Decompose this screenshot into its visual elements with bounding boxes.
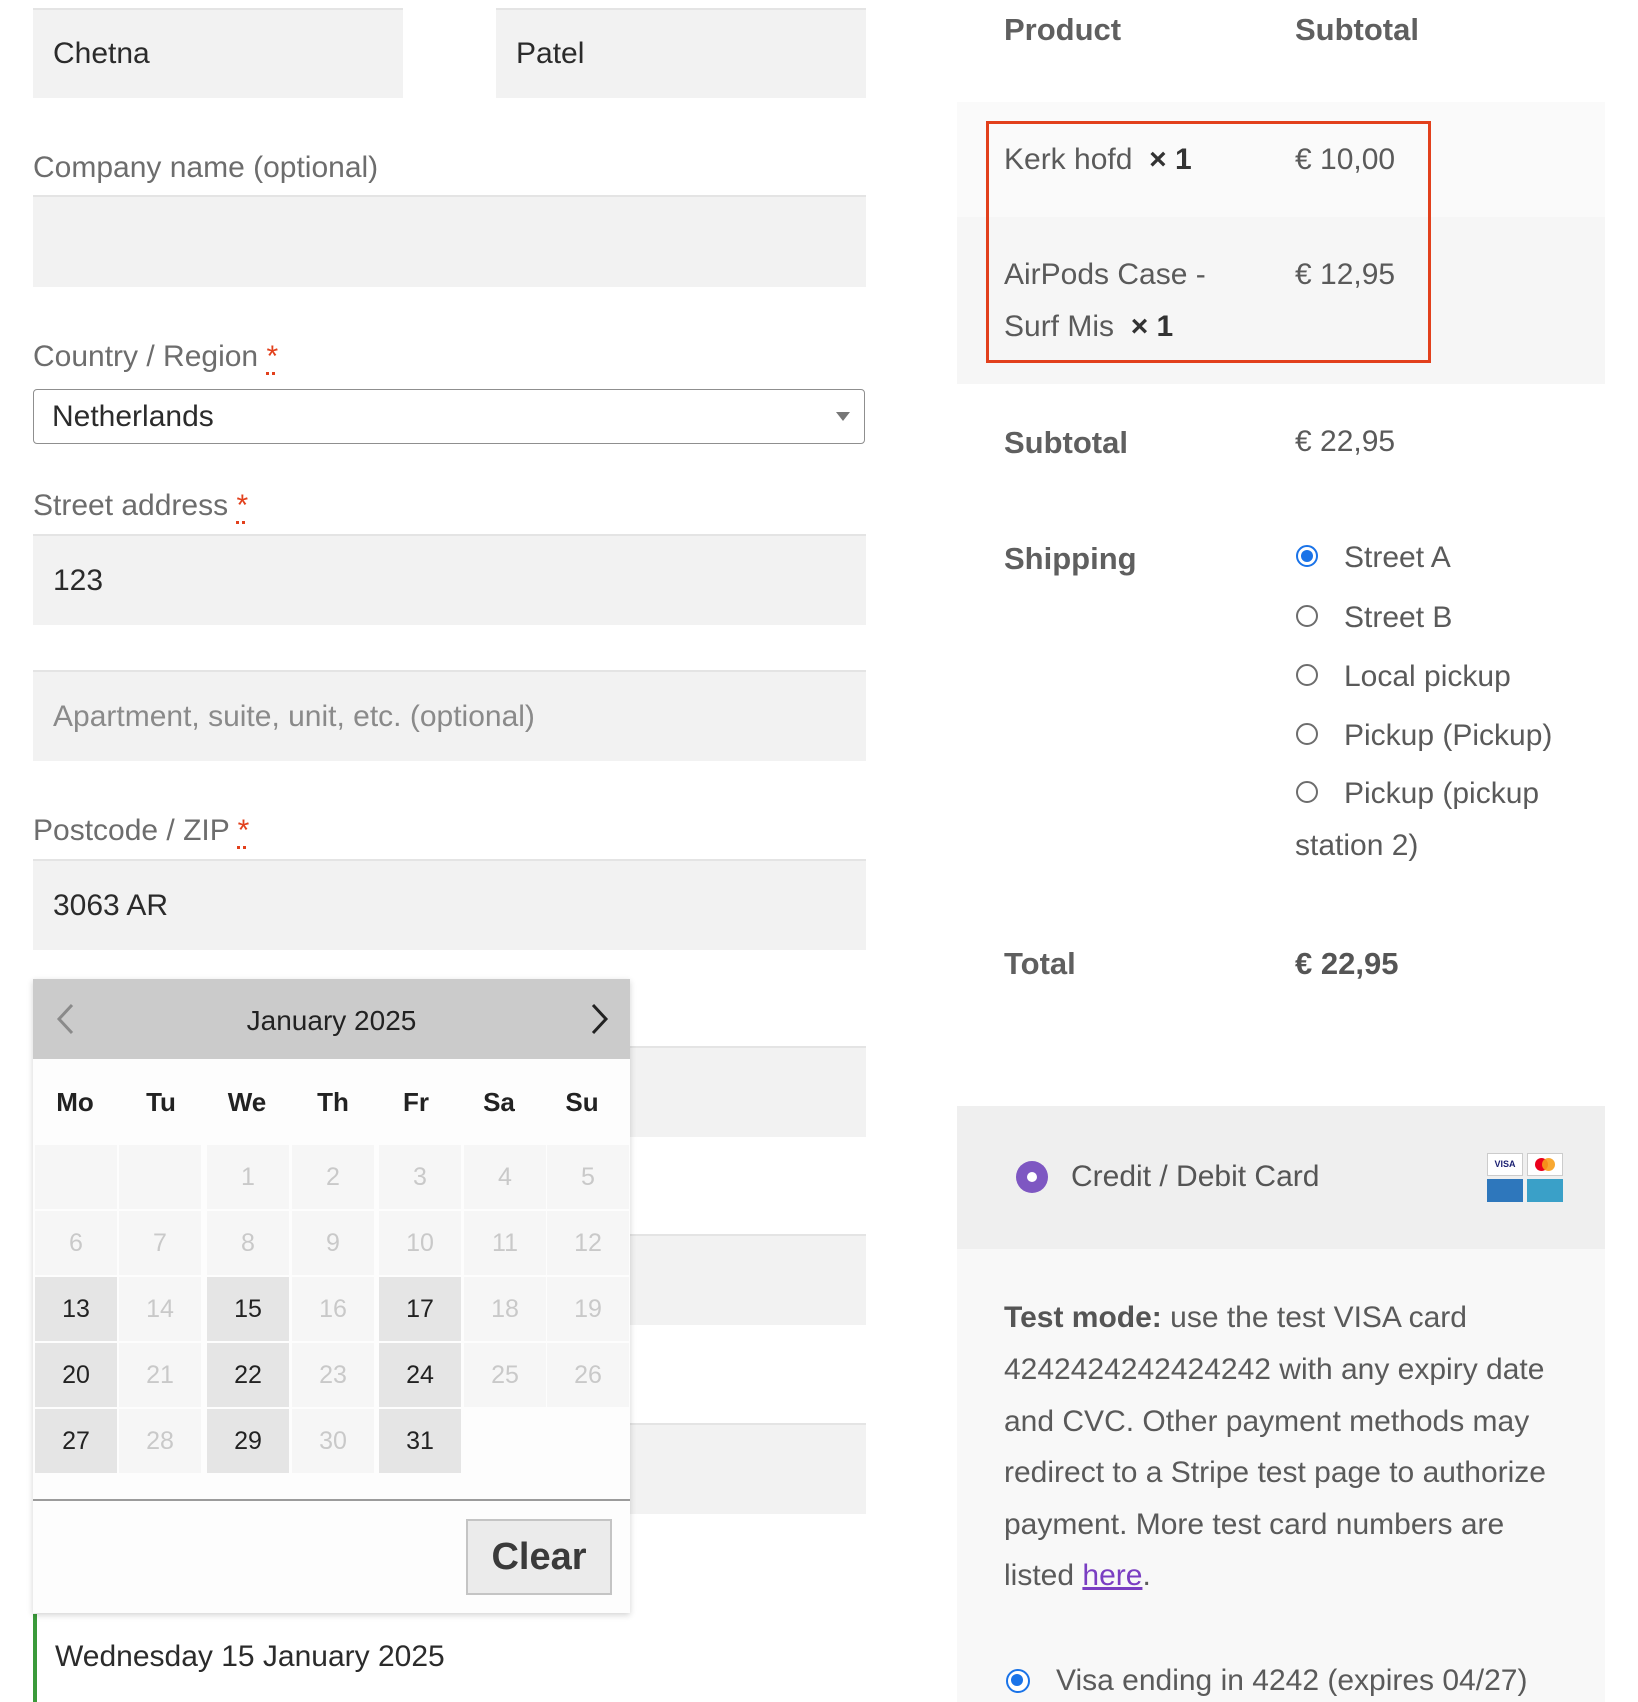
calendar-day-disabled: 30 — [292, 1409, 374, 1473]
test-mode-text: listed — [1004, 1559, 1075, 1592]
calendar-day-empty — [464, 1409, 546, 1473]
last-name-value: Patel — [516, 37, 585, 70]
cb-icon — [1527, 1179, 1563, 1202]
test-mode-line — [1004, 1559, 1151, 1593]
mastercard-icon — [1527, 1153, 1563, 1176]
test-mode-period: . — [1142, 1559, 1151, 1592]
apartment-field[interactable] — [33, 670, 866, 761]
delivery-date-field[interactable] — [33, 1614, 870, 1702]
datepicker — [33, 979, 630, 1613]
weekday-label: Fr — [403, 1087, 429, 1117]
calendar-day[interactable]: 29 — [207, 1409, 289, 1473]
calendar-day-empty — [547, 1409, 629, 1473]
calendar-day-disabled: 1 — [207, 1145, 289, 1209]
calendar-day-disabled: 16 — [292, 1277, 374, 1341]
weekday-label: Tu — [146, 1087, 176, 1117]
cart-item-qty: × 1 — [1149, 143, 1192, 176]
payment-radio-selected[interactable] — [1016, 1161, 1048, 1193]
test-mode-line: and CVC. Other payment methods may — [1004, 1405, 1530, 1438]
required-mark: * — [236, 489, 249, 522]
payment-method-label: Credit / Debit Card — [1071, 1160, 1320, 1193]
datepicker-month-title: January 2025 — [246, 1005, 417, 1036]
weekday-label: Sa — [483, 1087, 515, 1117]
calendar-day[interactable]: 13 — [35, 1277, 117, 1341]
last-name-field[interactable] — [496, 8, 866, 98]
calendar-day[interactable]: 17 — [379, 1277, 461, 1341]
test-mode-line: 4242424242424242 with any expiry date — [1004, 1353, 1545, 1386]
test-mode-text: use the test VISA card — [1170, 1301, 1467, 1334]
saved-card-label[interactable]: Visa ending in 4242 (expires 04/27) — [1056, 1664, 1528, 1697]
column-header-subtotal: Subtotal — [1295, 12, 1419, 47]
payment-method-header[interactable] — [957, 1106, 1605, 1249]
calendar-day-disabled: 2 — [292, 1145, 374, 1209]
payment-radio-dot — [1027, 1172, 1037, 1182]
shipping-option-label-cont: station 2) — [1295, 829, 1419, 862]
postcode-field[interactable] — [33, 859, 866, 950]
calendar-day[interactable]: 20 — [35, 1343, 117, 1407]
street-label — [33, 489, 248, 523]
mastercard-circle-orange — [1542, 1158, 1555, 1171]
visa-icon: VISA — [1487, 1153, 1523, 1176]
cart-item-name-text: Kerk hofd — [1004, 143, 1133, 176]
calendar-day-disabled: 12 — [547, 1211, 629, 1275]
calendar-day[interactable]: 15 — [207, 1277, 289, 1341]
shipping-option-label[interactable]: Street A — [1344, 541, 1451, 574]
cart-item-price: € 12,95 — [1295, 258, 1396, 291]
apartment-placeholder: Apartment, suite, unit, etc. (optional) — [53, 699, 535, 733]
calendar-day-disabled: 9 — [292, 1211, 374, 1275]
required-mark: * — [266, 340, 279, 373]
datepicker-header — [33, 979, 630, 1059]
street-address-value: 123 — [53, 563, 104, 597]
calendar-day-disabled: 18 — [464, 1277, 546, 1341]
highlight-box — [986, 121, 1431, 363]
street-address-field[interactable] — [33, 534, 866, 625]
first-name-value: Chetna — [53, 37, 150, 70]
calendar-day[interactable]: 27 — [35, 1409, 117, 1473]
test-mode-label: Test mode: — [1004, 1301, 1162, 1334]
test-mode-line: payment. More test card numbers are — [1004, 1508, 1505, 1541]
calendar-day[interactable]: 31 — [379, 1409, 461, 1473]
shipping-radio-street-b[interactable] — [1296, 605, 1318, 627]
country-select[interactable] — [33, 389, 865, 444]
country-label — [33, 340, 278, 374]
weekday-label: Mo — [56, 1087, 94, 1117]
cart-item-price: € 10,00 — [1295, 143, 1396, 176]
calendar-day-disabled: 3 — [379, 1145, 461, 1209]
subtotal-label: Subtotal — [1004, 425, 1128, 460]
shipping-option-label[interactable]: Street B — [1344, 601, 1453, 634]
delivery-date-value: Wednesday 15 January 2025 — [55, 1640, 445, 1673]
subtotal-value: € 22,95 — [1295, 425, 1396, 458]
weekday-label: We — [227, 1087, 267, 1117]
total-label: Total — [1004, 946, 1076, 981]
calendar-day-disabled: 26 — [547, 1343, 629, 1407]
shipping-radio-pickup[interactable] — [1296, 723, 1318, 745]
saved-card-radio[interactable] — [1006, 1669, 1030, 1693]
calendar-day-empty — [35, 1145, 117, 1209]
calendar-day-disabled: 7 — [119, 1211, 201, 1275]
required-mark: * — [237, 814, 250, 847]
calendar-day-disabled: 19 — [547, 1277, 629, 1341]
calendar-day-disabled: 23 — [292, 1343, 374, 1407]
cart-item-name-line1: AirPods Case - — [1004, 258, 1206, 291]
cart-item-qty: × 1 — [1130, 310, 1174, 343]
calendar-day-disabled: 11 — [464, 1211, 546, 1275]
calendar-day-disabled: 4 — [464, 1145, 546, 1209]
shipping-radio-street-a[interactable] — [1296, 545, 1318, 567]
company-label: Company name (optional) — [33, 151, 379, 184]
calendar-day-disabled: 10 — [379, 1211, 461, 1275]
calendar-day[interactable]: 24 — [379, 1343, 461, 1407]
calendar-day-disabled: 14 — [119, 1277, 201, 1341]
postcode-value: 3063 AR — [53, 888, 169, 922]
postcode-label-text: Postcode / ZIP — [33, 814, 230, 847]
country-select-value: Netherlands — [52, 399, 214, 433]
shipping-option-label[interactable]: Pickup (pickup — [1344, 777, 1540, 810]
column-header-product: Product — [1004, 12, 1122, 47]
shipping-option-label[interactable]: Local pickup — [1344, 660, 1511, 693]
calendar-day-empty — [119, 1145, 201, 1209]
test-mode-line: redirect to a Stripe test page to authorize — [1004, 1456, 1546, 1489]
calendar-day[interactable]: 22 — [207, 1343, 289, 1407]
calendar-day-disabled: 6 — [35, 1211, 117, 1275]
calendar-day-disabled: 28 — [119, 1409, 201, 1473]
calendar-day-disabled: 8 — [207, 1211, 289, 1275]
calendar-day-disabled: 5 — [547, 1145, 629, 1209]
amex-icon — [1487, 1179, 1523, 1202]
shipping-radio-local-pickup[interactable] — [1296, 664, 1318, 686]
total-value: € 22,95 — [1295, 946, 1399, 981]
street-label-text: Street address — [33, 489, 229, 522]
first-name-field[interactable] — [33, 8, 403, 98]
country-label-text: Country / Region — [33, 340, 259, 373]
shipping-label: Shipping — [1004, 541, 1137, 576]
test-cards-link[interactable]: here — [1082, 1559, 1143, 1592]
weekday-label: Su — [565, 1087, 599, 1117]
company-field[interactable] — [33, 195, 866, 287]
calendar-day-disabled: 25 — [464, 1343, 546, 1407]
postcode-label — [33, 814, 249, 848]
card-logos — [1487, 1153, 1561, 1201]
calendar-day-disabled: 21 — [119, 1343, 201, 1407]
datepicker-divider — [33, 1499, 630, 1501]
weekday-label: Th — [317, 1087, 349, 1117]
chevron-right-icon[interactable] — [579, 997, 619, 1041]
shipping-radio-pickup-station-2[interactable] — [1296, 781, 1318, 803]
test-mode-line — [1004, 1301, 1467, 1335]
shipping-option-label[interactable]: Pickup (Pickup) — [1344, 719, 1553, 752]
cart-item-name-text: Surf Mis — [1004, 310, 1115, 343]
clear-button[interactable]: Clear — [466, 1519, 612, 1595]
chevron-down-icon — [836, 412, 850, 421]
